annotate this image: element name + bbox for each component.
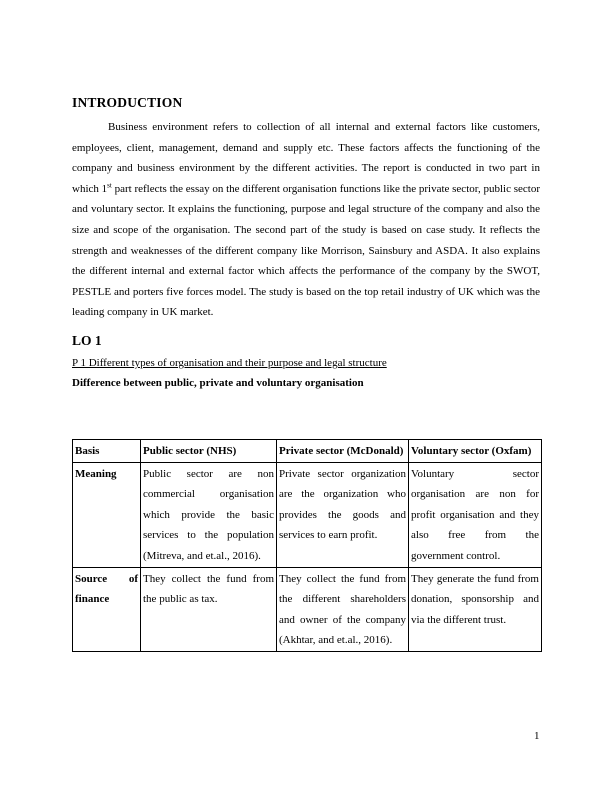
- introduction-heading: INTRODUCTION: [72, 95, 183, 110]
- lo1-heading: LO 1: [72, 332, 102, 348]
- difference-heading: Difference between public, private and voluntary organisation: [72, 376, 364, 389]
- table-header-row: [73, 440, 542, 463]
- page-number: 1: [534, 730, 540, 742]
- row-public: They collect the fund from the public as tax.: [141, 567, 277, 651]
- row-voluntary: Voluntary sector organisation are non for profit organisation and they also free from the government control.: [409, 462, 542, 567]
- row-private: They collect the fund from the different shareholders and owner of the company (Akhtar, and et.al., 2016).: [277, 567, 409, 651]
- comparison-table: [72, 439, 542, 652]
- table-row: [73, 462, 542, 567]
- row-basis: Source of finance: [73, 567, 141, 651]
- intro-text-part2: part reflects the essay on the different organisation functions like the private sector, public sector and voluntary sector. It explains the functioning, purpose and legal structure of the company and also the size and scope of the organisation. The second part of the study is based on case study. It reflects the strength and weaknesses of the different company like Morrison, Sainsbury and ASDA. It also explains the different internal and external factor which affects the performance of the company by the SWOT, PESTLE and porters five forces model. The study is based on the top retail industry of UK which was the leading company in UK market.: [72, 182, 541, 319]
- row-private: Private sector organization are the organization who provides the goods and services to earn profit.: [277, 462, 409, 567]
- row-voluntary: They generate the fund from donation, sponsorship and via the different trust.: [409, 567, 542, 651]
- header-voluntary: Voluntary sector (Oxfam): [409, 440, 542, 463]
- p1-subheading: P 1 Different types of organisation and their purpose and legal structure: [72, 356, 387, 369]
- intro-superscript: st: [107, 181, 112, 190]
- header-private: Private sector (McDonald): [277, 440, 409, 463]
- row-public: Public sector are non commercial organisation which provide the basic services to the population (Mitreva, and et.al., 2016).: [141, 462, 277, 567]
- row-basis: Meaning: [73, 462, 141, 567]
- table-row: [73, 567, 542, 651]
- introduction-paragraph: [72, 117, 540, 323]
- header-basis: Basis: [73, 440, 141, 463]
- header-public: Public sector (NHS): [141, 440, 277, 463]
- intro-text-part1: Business environment refers to collection of all internal and external factors like customers, employees, client, management, demand and supply etc. These factors affects the functioning of the company and business environment by the different activities. The report is conducted in two part in which 1: [72, 121, 540, 195]
- page-content: [72, 95, 540, 393]
